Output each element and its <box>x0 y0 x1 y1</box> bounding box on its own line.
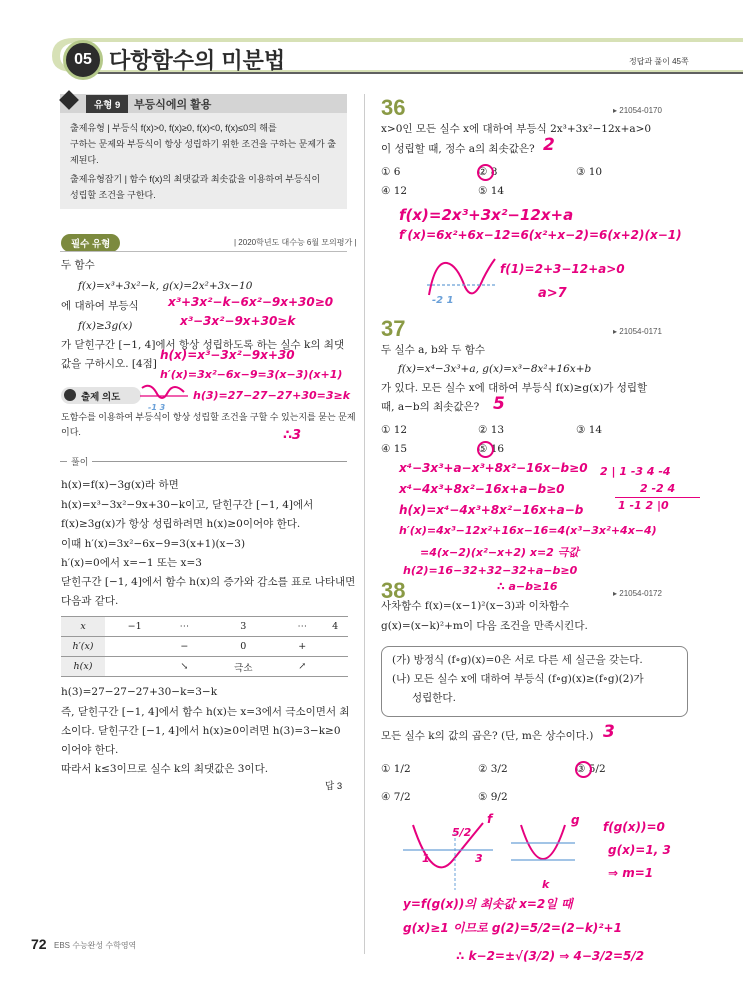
solution-line: h(x)=x³−3x²−9x+30−k이고, 닫힌구간 [−1, 4]에서 <box>61 499 314 511</box>
sketch-graphs-38 <box>403 815 583 895</box>
table-cell <box>322 657 348 677</box>
choice-37-5[interactable]: ⑤ 16 <box>478 443 505 455</box>
table-cell: h′(x) <box>61 637 105 657</box>
problem-line: 가 닫힌구간 [−1, 4]에서 항상 성립하도록 하는 실수 k의 최댓 <box>61 339 345 351</box>
condition-3: 성립한다. <box>412 692 456 704</box>
table-cell: ⋯ <box>282 617 322 637</box>
intent-dot-icon <box>64 389 76 401</box>
choice-38-3[interactable]: ③ 5/2 <box>576 763 606 775</box>
handwriting: k <box>542 878 550 891</box>
choice-36-4[interactable]: ④ 12 <box>381 185 408 197</box>
problem-line: 에 대하여 부등식 <box>61 300 139 312</box>
handwriting: g(x)=1, 3 <box>608 843 671 857</box>
handwriting: g <box>571 813 580 827</box>
problem-37-line1: 두 실수 a, b와 두 함수 <box>381 344 486 356</box>
problem-38-line3: 모든 실수 k의 값의 곱은? (단, m은 상수이다.) <box>381 730 594 742</box>
handwriting: 2 -2 4 <box>640 482 676 495</box>
variation-table <box>61 616 348 677</box>
table-cell: − <box>164 637 204 657</box>
table-cell: ↗ <box>282 657 322 677</box>
choice-38-2[interactable]: ② 3/2 <box>478 763 508 775</box>
problem-38-line2: g(x)=(x−k)²+m이 다음 조건을 만족시킨다. <box>381 620 588 632</box>
type-badge: 유형 9 <box>86 95 128 113</box>
selected-choice-37 <box>477 441 494 458</box>
table-cell <box>105 657 164 677</box>
type-line4: 출제유형잡기 | 함수 f(x)의 최댓값과 최솟값을 이용하여 부등식이 <box>70 174 321 184</box>
table-cell: x <box>61 617 105 637</box>
solution-line: 닫힌구간 [−1, 4]에서 함수 h(x)의 증가와 감소를 표로 나타내면 <box>61 576 356 588</box>
choice-36-5[interactable]: ⑤ 14 <box>478 185 505 197</box>
solution-after: 이어야 한다. <box>61 744 119 756</box>
problem-36-line2: 이 성립할 때, 정수 a의 최솟값은? <box>381 143 535 155</box>
page-number: 72 <box>31 936 47 952</box>
handwriting: x⁴−3x³+a−x³+8x²−16x−b≥0 <box>399 461 588 475</box>
type-line5: 성립할 조건을 구한다. <box>70 190 156 200</box>
intent-line1: 도함수를 이용하여 부등식이 항상 성립할 조건을 구할 수 있는지를 묻는 문제 <box>61 412 356 422</box>
handwriting: ∴ a−b≥16 <box>497 580 558 593</box>
selected-choice-36 <box>477 164 494 181</box>
unit-number-badge: 05 <box>63 40 103 80</box>
problem-37-number: 37 <box>381 316 406 341</box>
type-line3: 제된다. <box>70 155 99 165</box>
handwriting: h(x)=x⁴−4x³+8x²−16x+a−b <box>399 503 584 517</box>
solution-line: h(x)=f(x)−3g(x)라 하면 <box>61 479 179 491</box>
handwriting: h(2)=16−32+32−32+a−b≥0 <box>403 564 578 577</box>
problem-line: f(x)=x³+3x²−k, g(x)=2x²+3x−10 <box>78 280 253 292</box>
solution-line: h′(x)=0에서 x=−1 또는 x=3 <box>61 557 202 569</box>
problem-38-code: ▸ 21054-0172 <box>613 589 662 598</box>
book-title: EBS 수능완성 수학영역 <box>54 941 137 950</box>
solution-after: h(3)=27−27−27+30−k=3−k <box>61 686 218 698</box>
page-title: 다항함수의 미분법 <box>109 48 286 73</box>
answer-38: 3 <box>603 722 615 742</box>
handwriting: h′(x)=4x³−12x²+16x−16=4(x³−3x²+4x−4) <box>399 524 657 537</box>
choice-36-3[interactable]: ③ 10 <box>576 166 603 178</box>
choice-38-4[interactable]: ④ 7/2 <box>381 791 411 803</box>
intent-label: 출제 의도 <box>81 392 121 403</box>
solution-line: 다음과 같다. <box>61 595 119 607</box>
choice-37-1[interactable]: ① 12 <box>381 424 408 436</box>
handwriting: 3 <box>475 852 483 865</box>
handwriting: f(g(x))=0 <box>603 820 665 834</box>
handwriting: 1 -1 2 |0 <box>618 499 669 512</box>
solution-after: 소이다. 닫힌구간 [−1, 4]에서 h(x)≥0이려면 h(3)=3−k≥0 <box>61 725 341 737</box>
solution-line: f(x)≥3g(x)가 항상 성립하려면 h(x)≥0이어야 한다. <box>61 518 301 530</box>
choice-37-2[interactable]: ② 13 <box>478 424 505 436</box>
column-divider <box>364 94 365 954</box>
table-cell: 0 <box>204 637 282 657</box>
selected-choice-38 <box>575 761 592 778</box>
handwriting: 2 | 1 -3 4 -4 <box>600 465 671 478</box>
solution-label: 풀이 <box>67 455 92 468</box>
problem-38-line1: 사차함수 f(x)=(x−1)²(x−3)과 이차함수 <box>381 600 570 612</box>
solution-divider <box>60 461 347 462</box>
table-cell: 극소 <box>204 657 282 677</box>
type-line2: 구하는 문제와 부등식이 항상 성립하기 위한 조건을 구하는 문제가 출 <box>70 139 336 149</box>
choice-36-1[interactable]: ① 6 <box>381 166 401 178</box>
handwriting: y=f(g(x))의 최솟값 x=2일 때 <box>403 897 573 911</box>
problem-line: 두 함수 <box>61 259 95 271</box>
table-cell: ↘ <box>164 657 204 677</box>
problem-line: f(x)≥3g(x) <box>78 320 133 332</box>
choice-37-4[interactable]: ④ 15 <box>381 443 408 455</box>
handwriting: g(x)≥1 이므로 g(2)=5/2=(2−k)²+1 <box>403 921 622 935</box>
problem-36-code: ▸ 21054-0170 <box>613 106 662 115</box>
table-cell: 3 <box>204 617 282 637</box>
handwriting: x⁴−4x³+8x²−16x+a−b≥0 <box>399 482 565 496</box>
divider <box>60 251 347 252</box>
required-source: | 2020학년도 대수능 6월 모의평가 | <box>234 238 357 247</box>
problem-37-line3: 가 있다. 모든 실수 x에 대하여 부등식 f(x)≥g(x)가 성립할 <box>381 382 648 394</box>
handwriting: h′(x)=3x²−6x−9=3(x−3)(x+1) <box>160 368 343 381</box>
handwriting: f′(x)=6x²+6x−12=6(x²+x−2)=6(x+2)(x−1) <box>399 228 682 242</box>
choice-36-2[interactable]: ② 8 <box>478 166 498 178</box>
problem-36-number: 36 <box>381 95 406 120</box>
answer-reference: 정답과 풀이 45쪽 <box>629 57 689 66</box>
handwriting: 5/2 <box>452 826 472 839</box>
solution-after: 따라서 k≤3이므로 실수 k의 최댓값은 3이다. <box>61 763 269 775</box>
handwriting: -2 1 <box>432 295 454 306</box>
table-cell <box>105 637 164 657</box>
handwriting: h(x)=x³−3x²−9x+30 <box>160 348 295 362</box>
problem-38-number: 38 <box>381 578 406 603</box>
handwriting: ∴3 <box>283 428 302 443</box>
condition-1: (가) 방정식 (f∘g)(x)=0은 서로 다른 세 실근을 갖는다. <box>392 654 643 666</box>
handwriting: h(3)=27−27−27+30=3≥k <box>193 389 351 402</box>
problem-37-line2: f(x)=x⁴−3x³+a, g(x)=x³−8x²+16x+b <box>398 363 592 375</box>
choice-37-3[interactable]: ③ 14 <box>576 424 603 436</box>
problem-line: 값을 구하시오. [4점] <box>61 358 157 370</box>
handwriting: ⇒ m=1 <box>608 866 654 880</box>
required-badge: 필수 유형 <box>61 234 120 252</box>
handwriting: x³+3x²−k−6x²−9x+30≥0 <box>168 295 334 309</box>
intent-line2: 이다. <box>61 427 81 437</box>
handwriting: a>7 <box>538 286 567 301</box>
choice-38-1[interactable]: ① 1/2 <box>381 763 411 775</box>
problem-37-code: ▸ 21054-0171 <box>613 327 662 336</box>
table-cell: −1 <box>105 617 164 637</box>
solution-after: 즉, 닫힌구간 [−1, 4]에서 함수 h(x)는 x=3에서 극소이면서 최 <box>61 706 350 718</box>
handwriting: 1 <box>422 852 430 865</box>
handwriting: f(x)=2x³+3x²−12x+a <box>399 206 574 224</box>
answer-36: 2 <box>543 135 555 155</box>
answer-37: 5 <box>493 394 505 414</box>
condition-2: (나) 모든 실수 x에 대하여 부등식 (f∘g)(x)≥(f∘g)(2)가 <box>392 673 644 685</box>
problem-36-line1: x>0인 모든 실수 x에 대하여 부등식 2x³+3x²−12x+a>0 <box>381 123 652 135</box>
handwriting: ∴ k−2=±√(3/2) ⇒ 4−3/2=5/2 <box>456 949 645 963</box>
table-cell: h(x) <box>61 657 105 677</box>
problem-37-line4: 때, a−b의 최솟값은? <box>381 401 480 413</box>
handwriting: -1 3 <box>148 403 166 412</box>
table-cell: ⋯ <box>164 617 204 637</box>
choice-38-5[interactable]: ⑤ 9/2 <box>478 791 508 803</box>
answer-mark: 답 3 <box>325 781 343 792</box>
table-cell: 4 <box>322 617 348 637</box>
handwriting: f <box>487 812 493 826</box>
handwriting: =4(x−2)(x²−x+2) x=2 극값 <box>420 546 579 559</box>
table-cell: + <box>282 637 322 657</box>
synthetic-division-line <box>615 497 700 498</box>
handwriting: f(1)=2+3−12+a>0 <box>500 262 625 276</box>
type-line1: 출제유형 | 부등식 f(x)>0, f(x)≥0, f(x)<0, f(x)≤0의 해를 <box>70 123 277 133</box>
table-cell <box>322 637 348 657</box>
solution-line: 이때 h′(x)=3x²−6x−9=3(x+1)(x−3) <box>61 538 246 550</box>
handwriting: x³−3x²−9x+30≥k <box>180 314 296 328</box>
type-title: 부등식에의 활용 <box>134 99 212 111</box>
